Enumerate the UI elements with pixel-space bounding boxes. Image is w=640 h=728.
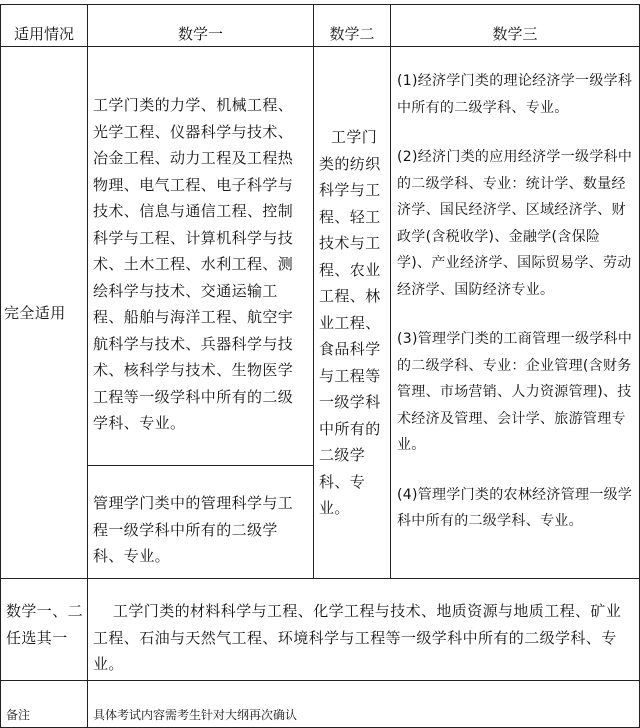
header-divider — [0, 46, 640, 47]
math3-cell — [397, 68, 633, 535]
col-divider-math2 — [390, 4, 391, 579]
header-math3: 数学三 — [492, 25, 538, 43]
row-label-choice: 数学一、二任选其一 — [6, 602, 84, 647]
row-label-full: 完全适用 — [4, 304, 66, 322]
choice-content-cell: 工学门类的材料科学与工程、化学工程与技术、地质资源与地质工程、矿业工程、石油与天然气工程、环境科学与工程等一级学科中所有的二级学科、专业。 — [93, 602, 622, 673]
row-label-note: 备注 — [6, 708, 31, 722]
math3-item-2: (2)经济门类的应用经济学一级学科中的二级学科、专业：统计学、数量经济学、国民经济学、区域经济学、财政学(含税收学)、金融学(含保险学)、产业经济学、国际贸易学、劳动经济学、国防经济专业。 — [397, 149, 633, 298]
math1-engineering-cell: 工学门类的力学、机械工程、光学工程、仪器科学与技术、冶金工程、动力工程及工程热物理、电气工程、电子科学与技术、信息与通信工程、控制科学与工程、计算机科学与技术、土木工程、水利工程、测绘科学与技术、交通运输工程、船舶与海洋工程、航空宇航科学与技术、兵器科学与技术、核科学与技术、生物医学工程等一级学科中所有的二级学科、专业。 — [93, 96, 294, 432]
row-divider-choice — [0, 578, 640, 579]
math3-item-1: (1)经济学门类的理论经济学一级学科中所有的二级学科、专业。 — [397, 73, 633, 116]
math3-item-4: (4)管理学门类的农林经济管理一级学科中所有的二级学科、专业。 — [397, 486, 633, 529]
header-math2: 数学二 — [329, 25, 375, 43]
col-divider-label — [87, 4, 88, 728]
table-border-left — [0, 4, 1, 728]
header-math1: 数学一 — [177, 25, 223, 43]
col-divider-math1 — [313, 4, 314, 579]
math2-cell: 工学门类的纺织科学与工程、轻工技术与工程、农业工程、林业工程、食品科学与工程等一级学科中所有的二级学科、专业。 — [319, 128, 381, 517]
math3-item-3: (3)管理学门类的工商管理一级学科中的二级学科、专业：企业管理(含财务管理、市场营销、人力资源管理)、技术经济及管理、会计学、旅游管理专业。 — [397, 331, 633, 453]
math1-inner-divider — [87, 465, 313, 466]
header-applicability: 适用情况 — [13, 25, 74, 43]
note-content-cell: 具体考试内容需考生针对大纲再次确认 — [93, 708, 298, 722]
math1-management-cell: 管理学门类中的管理科学与工程一级学科中所有的二级学科、专业。 — [93, 494, 294, 565]
row-divider-note — [0, 680, 640, 681]
table-border-top — [0, 4, 640, 5]
